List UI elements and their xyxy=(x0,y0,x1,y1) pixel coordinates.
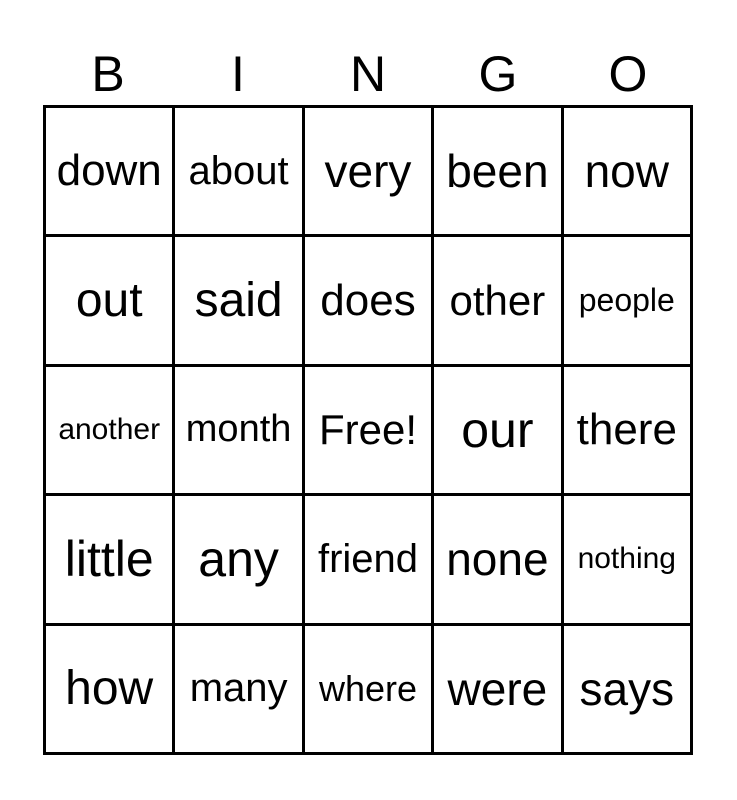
bingo-cell: month xyxy=(175,367,304,496)
bingo-cell: how xyxy=(46,626,175,755)
bingo-cell: many xyxy=(175,626,304,755)
bingo-cell: now xyxy=(564,108,693,237)
bingo-cell: Free! xyxy=(305,367,434,496)
bingo-cell: nothing xyxy=(564,496,693,625)
bingo-cell: friend xyxy=(305,496,434,625)
bingo-grid xyxy=(43,105,693,755)
bingo-cell: where xyxy=(305,626,434,755)
header-letter-b: B xyxy=(91,46,125,102)
header-letter-g: G xyxy=(478,46,518,102)
bingo-cell: any xyxy=(175,496,304,625)
bingo-cell: very xyxy=(305,108,434,237)
bingo-cell: down xyxy=(46,108,175,237)
bingo-cell: says xyxy=(564,626,693,755)
header-letter-n: N xyxy=(349,46,387,102)
bingo-cell: there xyxy=(564,367,693,496)
bingo-cell: people xyxy=(564,237,693,366)
bingo-cell: been xyxy=(434,108,563,237)
header-letter-i: I xyxy=(231,46,245,102)
bingo-cell: out xyxy=(46,237,175,366)
bingo-header xyxy=(43,44,693,104)
bingo-cell: about xyxy=(175,108,304,237)
bingo-cell: were xyxy=(434,626,563,755)
bingo-cell: our xyxy=(434,367,563,496)
bingo-cell: another xyxy=(46,367,175,496)
bingo-cell: little xyxy=(46,496,175,625)
bingo-cell: does xyxy=(305,237,434,366)
bingo-cell: none xyxy=(434,496,563,625)
bingo-cell: other xyxy=(434,237,563,366)
header-letter-o: O xyxy=(608,46,648,102)
bingo-cell: said xyxy=(175,237,304,366)
